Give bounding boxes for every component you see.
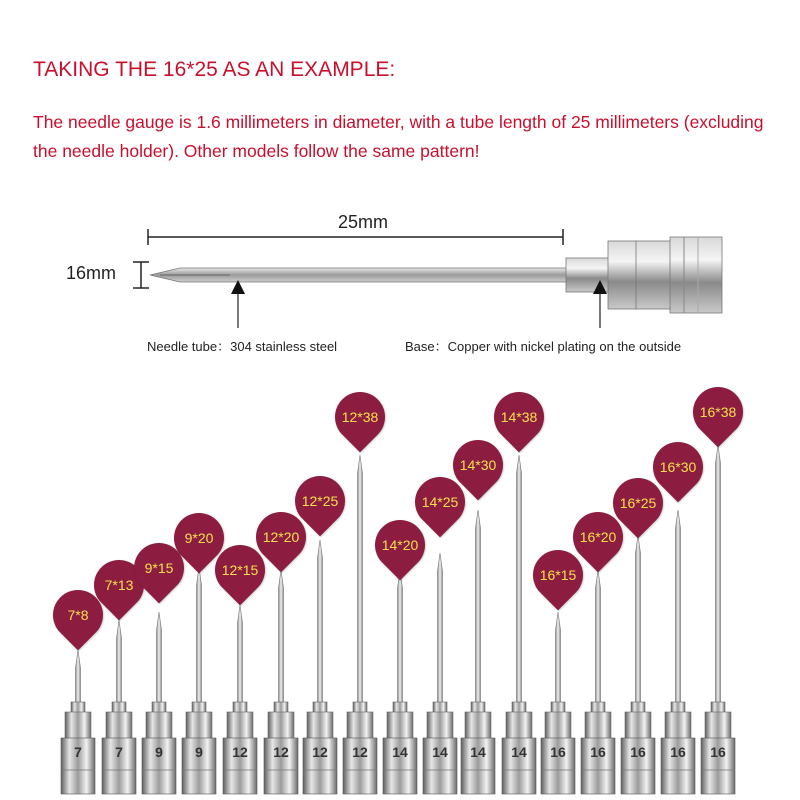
hub-gauge-number: 12	[273, 744, 289, 760]
size-label-text: 16*30	[659, 459, 697, 475]
needle-item	[142, 612, 176, 794]
size-label-text: 16*20	[579, 529, 617, 545]
size-label-text: 14*38	[500, 409, 538, 425]
size-label-text: 16*25	[619, 495, 657, 511]
tube-pointer-arrow	[231, 280, 245, 328]
size-label-text: 7*8	[67, 607, 89, 623]
page-heading: TAKING THE 16*25 AS AN EXAMPLE:	[33, 58, 396, 81]
needle-item	[581, 570, 615, 794]
size-label-text: 9*20	[184, 530, 214, 546]
size-label-text: 14*25	[421, 494, 459, 510]
size-label-text: 12*15	[221, 562, 259, 578]
size-label-text: 12*38	[341, 409, 379, 425]
size-label-text: 12*20	[262, 529, 300, 545]
needle-item	[223, 605, 257, 794]
hub-gauge-number: 12	[352, 744, 368, 760]
hub-gauge-number: 12	[312, 744, 328, 760]
diameter-label: 16mm	[66, 263, 117, 283]
hub-gauge-number: 14	[432, 744, 448, 760]
size-label-text: 16*15	[539, 567, 577, 583]
needle-item	[61, 650, 95, 794]
description-text: The needle gauge is 1.6 millimeters in diameter, with a tube length of 25 millimeters (excluding the needle holder). Other models follow the same pattern!	[33, 112, 764, 161]
length-label: 25mm	[338, 212, 389, 232]
size-label-text: 16*38	[699, 404, 737, 420]
tube-caption: Needle tube：304 stainless steel	[147, 339, 338, 354]
hub-gauge-number: 16	[670, 744, 686, 760]
hub-gauge-number: 14	[511, 744, 527, 760]
base-caption: Base：Copper with nickel plating on the outside	[405, 339, 682, 354]
size-label-text: 7*13	[104, 577, 134, 593]
hub-gauge-number: 14	[392, 744, 408, 760]
hub-gauge-number: 12	[232, 744, 248, 760]
hub-gauge-number: 16	[710, 744, 726, 760]
needle-item	[701, 445, 735, 794]
size-label-text: 14*30	[459, 457, 497, 473]
diameter-bracket	[133, 262, 149, 288]
hub-gauge-number: 16	[630, 744, 646, 760]
hub-gauge-number: 14	[470, 744, 486, 760]
hub-gauge-number: 9	[195, 744, 203, 760]
needle-item	[383, 570, 417, 794]
hub-gauge-number: 7	[74, 744, 82, 760]
needle-item	[264, 570, 298, 794]
size-label-text: 9*15	[144, 560, 174, 576]
hub-gauge-number: 7	[115, 744, 123, 760]
hub-gauge-number: 16	[550, 744, 566, 760]
needle-item	[541, 612, 575, 794]
needle-item	[102, 620, 136, 794]
size-label-text: 14*20	[381, 537, 419, 553]
example-needle	[150, 237, 722, 313]
hub-gauge-number: 9	[155, 744, 163, 760]
hub-gauge-number: 16	[590, 744, 606, 760]
size-label-text: 12*25	[301, 493, 339, 509]
